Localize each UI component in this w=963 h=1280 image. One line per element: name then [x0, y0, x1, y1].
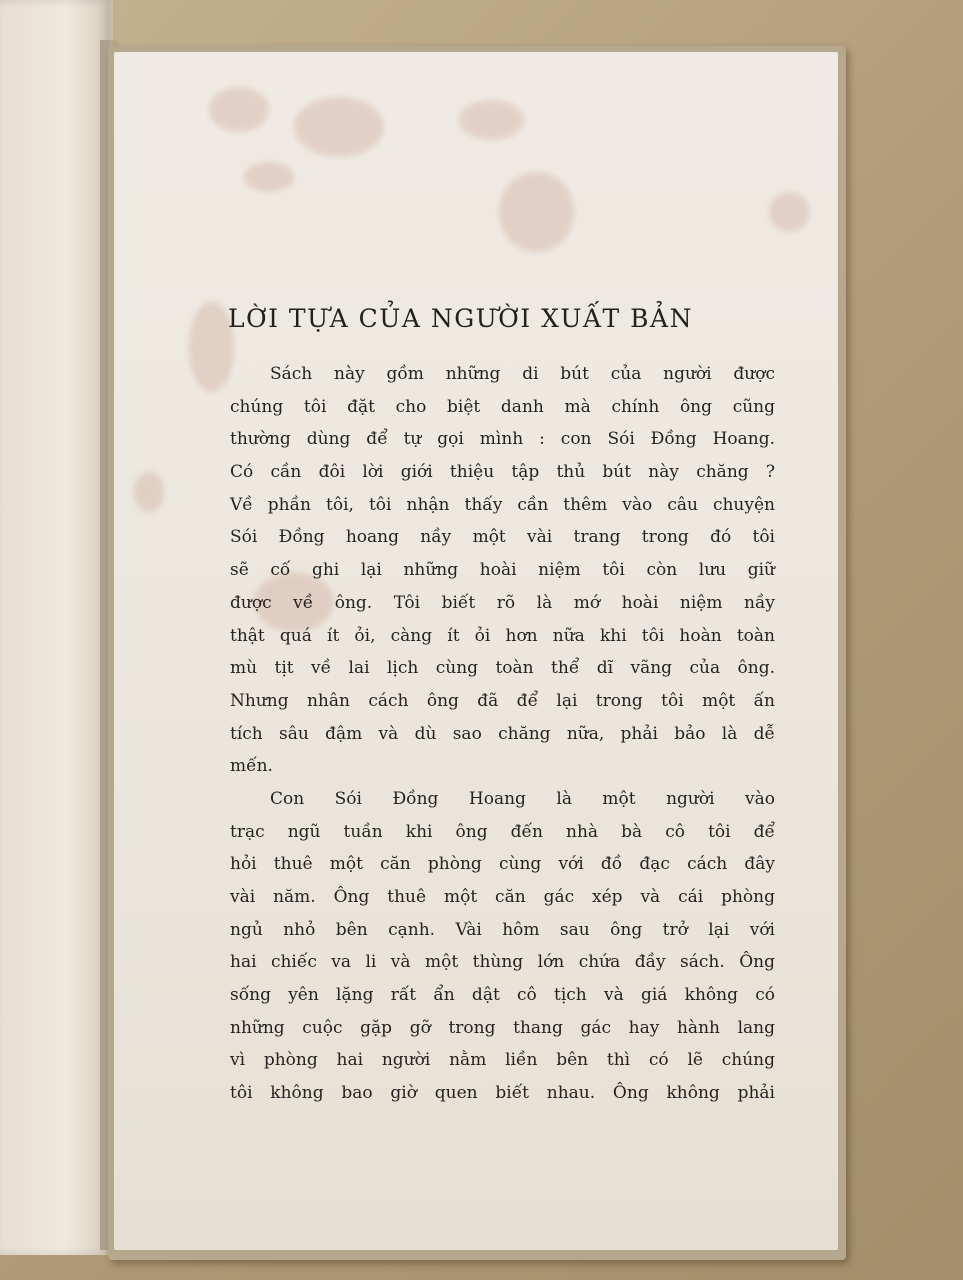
text-line: Con Sói Đồng Hoang là một người vào	[270, 788, 775, 809]
stain-mark	[209, 87, 269, 132]
text-line: tích sâu đậm và dù sao chăng nữa, phải bảo là dễ	[230, 723, 775, 744]
text-line: Sách này gồm những di bút của người được	[270, 364, 775, 384]
text-line: sẽ cố ghi lại những hoài niệm tôi còn lưu giữ	[230, 560, 775, 581]
text-line: thật quá ít ỏi, càng ít ỏi hơn nữa khi tôi hoàn toàn	[230, 625, 775, 646]
stain-mark	[499, 172, 574, 252]
text-line: vì phòng hai người nằm liền bên thì có lẽ chúng	[230, 1050, 775, 1071]
text-line: thường dùng để tự gọi mình : con Sói Đồng Hoang.	[230, 429, 775, 450]
stain-mark	[769, 192, 809, 232]
text-line: Nhưng nhân cách ông đã để lại trong tôi một ấn	[230, 690, 775, 711]
text-line: mù tịt về lai lịch cùng toàn thể dĩ vãng của ông.	[230, 658, 775, 679]
text-line: sống yên lặng rất ẩn dật cô tịch và giá không có	[230, 985, 775, 1006]
stain-mark	[294, 97, 384, 157]
text-line: Có cần đôi lời giới thiệu tập thủ bút này chăng ?	[230, 462, 775, 483]
text-line: mến.	[230, 756, 273, 777]
text-line: hai chiếc va li và một thùng lớn chứa đầy sách. Ông	[230, 952, 775, 973]
text-line: Sói Đồng hoang nầy một vài trang trong đó tôi	[230, 527, 775, 548]
text-line: hỏi thuê một căn phòng cùng với đồ đạc cách đây	[230, 854, 775, 875]
text-line: chúng tôi đặt cho biệt danh mà chính ông cũng	[230, 396, 775, 417]
text-line: ngủ nhỏ bên cạnh. Vài hôm sau ông trở lại với	[230, 919, 775, 940]
stain-mark	[134, 472, 164, 512]
text-line: trạc ngũ tuần khi ông đến nhà bà cô tôi để	[230, 821, 775, 842]
text-line: vài năm. Ông thuê một căn gác xép và cái phòng	[230, 887, 775, 907]
stain-mark	[459, 100, 524, 140]
left-page	[0, 0, 113, 1255]
text-line: những cuộc gặp gỡ trong thang gác hay hành lang	[230, 1017, 775, 1038]
text-line: được về ông. Tôi biết rõ là mớ hoài niệm nầy	[230, 592, 775, 613]
stain-mark	[244, 162, 294, 192]
text-line: Về phần tôi, tôi nhận thấy cần thêm vào câu chuyện	[230, 494, 775, 515]
page-title: LỜI TỰA CỦA NGƯỜI XUẤT BẢN	[228, 304, 693, 333]
body-text	[230, 358, 775, 1110]
text-line: tôi không bao giờ quen biết nhau. Ông không phải	[230, 1083, 775, 1104]
